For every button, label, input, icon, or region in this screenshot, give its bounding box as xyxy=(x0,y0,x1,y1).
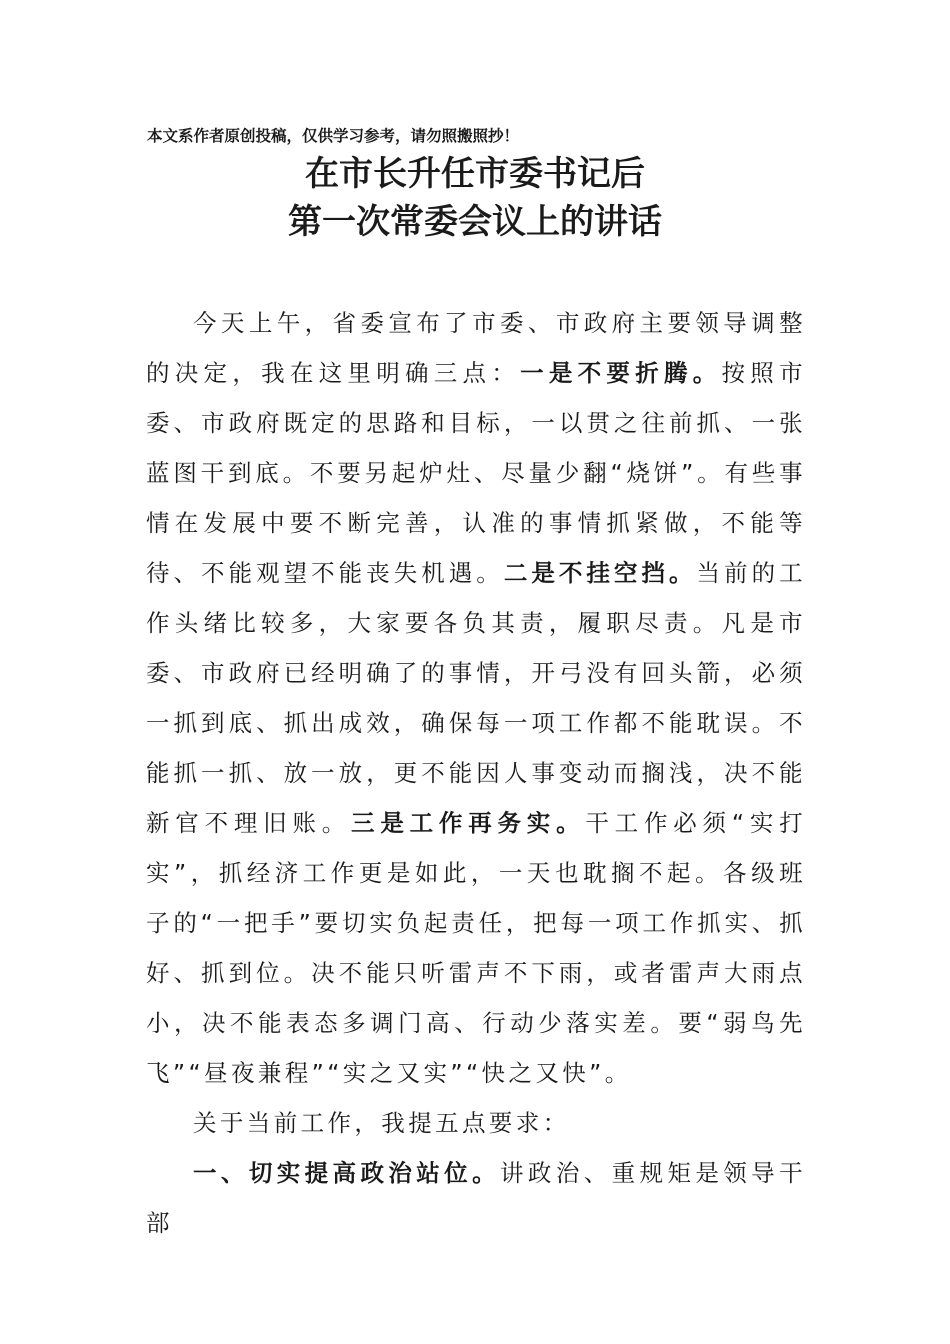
copyright-notice: 本文系作者原创投稿，仅供学习参考，请勿照搬照抄！ xyxy=(147,126,520,145)
point-heading-1: 一是不要折腾。 xyxy=(520,359,722,387)
section-heading-1: 一、切实提高政治站位。 xyxy=(193,1159,500,1187)
paragraph-requirement-1 xyxy=(146,1148,806,1248)
document-body xyxy=(146,298,806,1248)
point-heading-3: 三是工作再务实。 xyxy=(351,809,586,837)
paragraph-text: 干工作必须“实打实”，抓经济工作更是如此，一天也耽搁不起。各级班子的“一把手”要切实负起责任，把每一项工作抓实、抓好、抓到位。决不能只听雷声不下雨，或者雷声大雨点小，决不能表态多调门高、行动少落实差。要“弱鸟先飞”“昼夜兼程”“实之又实”“快之又快”。 xyxy=(146,809,807,1087)
point-heading-2: 二是不挂空挡。 xyxy=(503,559,697,587)
paragraph-requirements-intro: 关于当前工作，我提五点要求： xyxy=(193,1109,570,1137)
paragraph-text: 讲政治、重规矩是领导干部 xyxy=(146,1159,806,1237)
paragraph-opening xyxy=(146,298,806,1098)
page-title-line-1: 在市长升任市委书记后 xyxy=(305,154,645,194)
page-title-line-2: 第一次常委会议上的讲话 xyxy=(288,202,662,242)
paragraph-text: 当前的工作头绪比较多，大家要各负其责，履职尽责。凡是市委、市政府已经明确了的事情，开弓没有回头箭，必须一抓到底、抓出成效，确保每一项工作都不能耽误。不能抓一抓、放一放，更不能因人事变动而搁浅，决不能新官不理旧账。 xyxy=(146,559,806,837)
paragraph-text: 今天上午，省委宣布了市委、市政府主要领导调整的决定，我在这里明确三点： xyxy=(146,309,806,387)
paragraph-text: 按照市委、市政府既定的思路和目标，一以贯之往前抓、一张蓝图干到底。不要另起炉灶、尽量少翻“烧饼”。有些事情在发展中要不断完善，认准的事情抓紧做，不能等待、不能观望不能丧失机遇。 xyxy=(146,359,806,587)
